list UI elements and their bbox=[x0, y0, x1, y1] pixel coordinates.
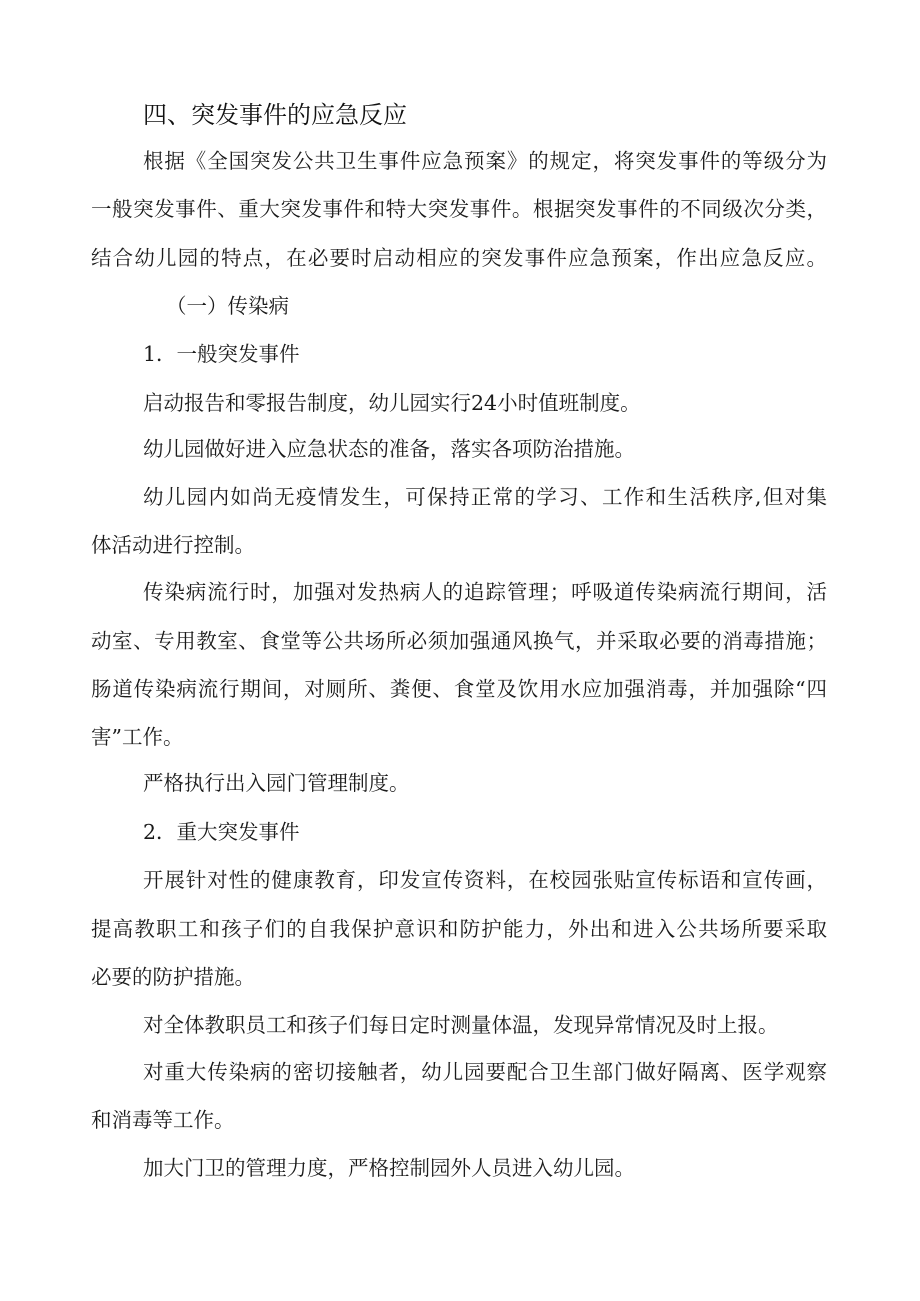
section-heading: 四、突发事件的应急反应 bbox=[143, 101, 407, 129]
subsection-title: （一）传染病 bbox=[166, 294, 289, 318]
general-paragraph-3-line-1: 幼儿园内如尚无疫情发生，可保持正常的学习、工作和生活秩序,但对集 bbox=[143, 485, 827, 509]
major-paragraph-1-line-1: 开展针对性的健康教育，印发宣传资料，在校园张贴宣传标语和宣传画， bbox=[143, 868, 827, 892]
intro-line-3: 结合幼儿园的特点，在必要时启动相应的突发事件应急预案，作出应急反应。 bbox=[91, 246, 827, 270]
major-title: 2．重大突发事件 bbox=[143, 820, 300, 844]
general-paragraph-4-line-1: 传染病流行时，加强对发热病人的追踪管理；呼吸道传染病流行期间，活 bbox=[143, 580, 827, 604]
major-paragraph-2: 对全体教职员工和孩子们每日定时测量体温，发现异常情况及时上报。 bbox=[143, 1013, 779, 1037]
major-paragraph-3-line-1: 对重大传染病的密切接触者，幼儿园要配合卫生部门做好隔离、医学观察 bbox=[143, 1060, 827, 1084]
major-paragraph-1-line-3: 必要的防护措施。 bbox=[91, 965, 255, 989]
general-paragraph-4-line-3: 肠道传染病流行期间，对厕所、粪便、食堂及饮用水应加强消毒，并加强除“四 bbox=[91, 677, 827, 701]
general-paragraph-3-line-2: 体活动进行控制。 bbox=[91, 533, 255, 557]
general-title: 1．一般突发事件 bbox=[143, 342, 300, 366]
intro-line-2: 一般突发事件、重大突发事件和特大突发事件。根据突发事件的不同级次分类， bbox=[91, 197, 827, 221]
general-paragraph-5: 严格执行出入园门管理制度。 bbox=[143, 771, 410, 795]
general-paragraph-1: 启动报告和零报告制度，幼儿园实行24小时值班制度。 bbox=[143, 391, 641, 415]
major-paragraph-1-line-2: 提高教职工和孩子们的自我保护意识和防护能力，外出和进入公共场所要采取 bbox=[91, 917, 827, 941]
general-paragraph-2: 幼儿园做好进入应急状态的准备，落实各项防治措施。 bbox=[143, 437, 635, 461]
intro-line-1: 根据《全国突发公共卫生事件应急预案》的规定，将突发事件的等级分为 bbox=[143, 149, 827, 173]
general-paragraph-4-line-4: 害”工作。 bbox=[91, 725, 184, 749]
general-paragraph-4-line-2: 动室、专用教室、食堂等公共场所必须加强通风换气，并采取必要的消毒措施； bbox=[91, 629, 827, 653]
major-paragraph-4: 加大门卫的管理力度，严格控制园外人员进入幼儿园。 bbox=[143, 1156, 635, 1180]
major-paragraph-3-line-2: 和消毒等工作。 bbox=[91, 1108, 235, 1132]
